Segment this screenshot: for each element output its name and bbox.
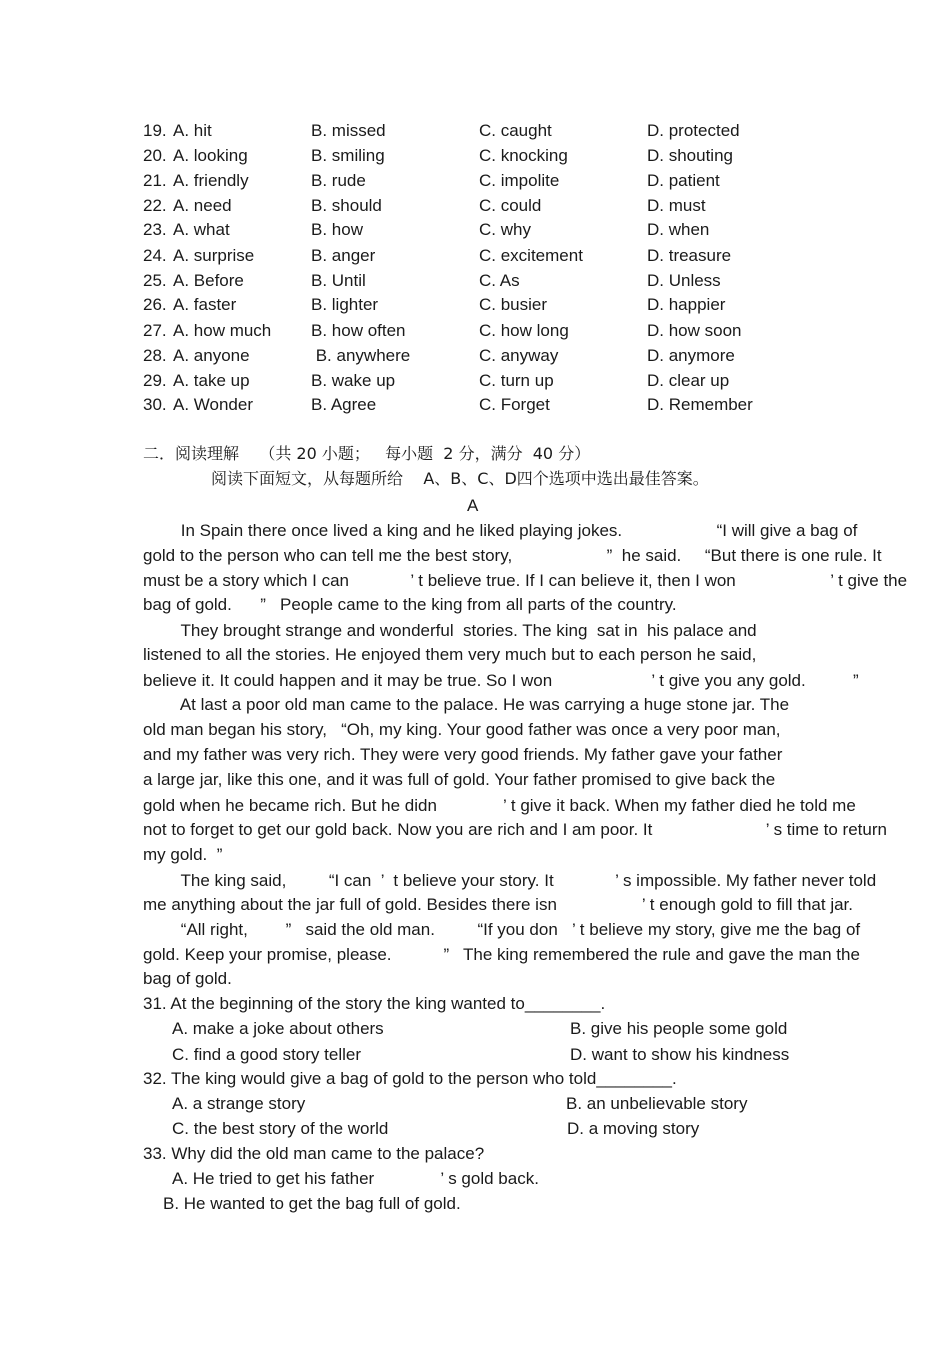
vocab-option-c: C. impolite <box>479 171 560 190</box>
passage-line: old man began his story, “Oh, my king. Your good father was once a very poor man, <box>143 720 781 739</box>
vocab-option-d: D. how soon <box>647 321 742 340</box>
vocab-option-a: A. friendly <box>173 171 249 190</box>
passage-line: They brought strange and wonderful stories. The king sat in his palace and <box>143 621 757 640</box>
vocab-num: 23. <box>143 220 167 239</box>
vocab-option-b: B. Until <box>311 271 366 290</box>
vocab-option-b: B. anger <box>311 246 376 265</box>
vocab-option-a: A. Wonder <box>173 395 254 414</box>
vocab-option-d: D. Remember <box>647 395 753 414</box>
passage-line: not to forget to get our gold back. Now you are rich and I am poor. It ’ s time to return <box>143 820 887 839</box>
vocab-option-b: B. anywhere <box>311 346 411 365</box>
vocab-option-a: A. Before <box>173 271 244 290</box>
vocab-num: 19. <box>143 121 167 140</box>
passage-line: gold. Keep your promise, please. ” The king remembered the rule and gave the man the <box>143 945 860 964</box>
passage-line: The king said, “I can ’ t believe your story. It ’ s impossible. My father never told <box>143 871 877 890</box>
vocab-option-a: A. what <box>173 220 230 239</box>
question-option: C. find a good story teller <box>172 1045 361 1064</box>
vocab-option-b: B. Agree <box>311 395 377 414</box>
passage-line: bag of gold. <box>143 969 232 988</box>
vocab-option-a: A. faster <box>173 295 237 314</box>
vocab-option-c: C. turn up <box>479 371 554 390</box>
vocab-option-c: C. excitement <box>479 246 583 265</box>
passage-line: me anything about the jar full of gold. Besides there isn ’ t enough gold to fill that jar. <box>143 895 853 914</box>
vocab-option-c: C. how long <box>479 321 569 340</box>
question-option: B. give his people some gold <box>570 1019 788 1038</box>
vocab-num: 25. <box>143 271 167 290</box>
vocab-num: 27. <box>143 321 167 340</box>
vocab-option-c: C. busier <box>479 295 548 314</box>
vocab-option-d: D. patient <box>647 171 720 190</box>
vocab-option-d: D. clear up <box>647 371 730 390</box>
vocab-option-b: B. missed <box>311 121 386 140</box>
vocab-num: 24. <box>143 246 167 265</box>
vocab-option-d: D. shouting <box>647 146 733 165</box>
vocab-option-b: B. smiling <box>311 146 385 165</box>
vocab-option-b: B. should <box>311 196 382 215</box>
passage-line: and my father was very rich. They were very good friends. My father gave your father <box>143 745 783 764</box>
vocab-option-b: B. wake up <box>311 371 396 390</box>
vocab-option-c: C. knocking <box>479 146 568 165</box>
vocab-option-a: A. surprise <box>173 246 255 265</box>
question-option: B. He wanted to get the bag full of gold. <box>163 1194 461 1213</box>
question-option: A. a strange story <box>172 1094 306 1113</box>
vocab-option-b: B. lighter <box>311 295 379 314</box>
passage-line: my gold. ” <box>143 845 223 864</box>
vocab-num: 26. <box>143 295 167 314</box>
section-instruction: 阅读下面短文，从每题所给 A、B、C、D四个选项中选出最佳答案。 <box>211 469 709 488</box>
vocab-num: 20. <box>143 146 167 165</box>
vocab-option-d: D. must <box>647 196 706 215</box>
vocab-option-a: A. how much <box>173 321 272 340</box>
question-option: D. want to show his kindness <box>570 1045 790 1064</box>
question-option: A. make a joke about others <box>172 1019 384 1038</box>
passage-line: gold when he became rich. But he didn ’ t give it back. When my father died he told me <box>143 796 856 815</box>
vocab-option-a: A. take up <box>173 371 250 390</box>
vocab-option-b: B. how often <box>311 321 406 340</box>
passage-line: a large jar, like this one, and it was full of gold. Your father promised to give back the <box>143 770 776 789</box>
vocab-option-d: D. Unless <box>647 271 721 290</box>
question-stem: 31. At the beginning of the story the king wanted to________. <box>143 994 606 1013</box>
passage-line: “All right, ” said the old man. “If you don ’ t believe my story, give me the bag of <box>143 920 861 939</box>
passage-line: At last a poor old man came to the palace. He was carrying a huge stone jar. The <box>143 695 790 714</box>
vocab-option-c: C. anyway <box>479 346 559 365</box>
passage-line: In Spain there once lived a king and he liked playing jokes. “I will give a bag of <box>143 521 858 540</box>
vocab-option-d: D. protected <box>647 121 740 140</box>
vocab-num: 28. <box>143 346 167 365</box>
vocab-option-a: A. need <box>173 196 232 215</box>
question-option: D. a moving story <box>567 1119 700 1138</box>
passage-line: gold to the person who can tell me the best story, ” he said. “But there is one rule. It <box>143 546 882 565</box>
question-stem: 33. Why did the old man came to the palace? <box>143 1144 485 1163</box>
vocab-num: 21. <box>143 171 167 190</box>
vocab-num: 22. <box>143 196 167 215</box>
question-option: A. He tried to get his father ’ s gold back. <box>172 1169 539 1188</box>
section-heading: 二．阅读理解 （共 20 小题； 每小题 2 分，满分 40 分） <box>143 444 591 463</box>
passage-line: listened to all the stories. He enjoyed them very much but to each person he said, <box>143 645 757 664</box>
vocab-option-c: C. Forget <box>479 395 550 414</box>
question-stem: 32. The king would give a bag of gold to the person who told________. <box>143 1069 677 1088</box>
vocab-option-c: C. caught <box>479 121 552 140</box>
vocab-option-a: A. looking <box>173 146 248 165</box>
vocab-option-d: D. anymore <box>647 346 735 365</box>
vocab-option-c: C. As <box>479 271 520 290</box>
vocab-option-a: A. hit <box>173 121 212 140</box>
vocab-num: 30. <box>143 395 167 414</box>
passage-label: A <box>467 496 479 515</box>
question-option: B. an unbelievable story <box>566 1094 748 1113</box>
passage-line: believe it. It could happen and it may be true. So I won ’ t give you any gold. ” <box>143 671 859 690</box>
vocab-option-d: D. happier <box>647 295 726 314</box>
passage-line: bag of gold. ” People came to the king from all parts of the country. <box>143 595 677 614</box>
vocab-option-c: C. could <box>479 196 542 215</box>
passage-line: must be a story which I can ’ t believe true. If I can believe it, then I won ’ t give the <box>143 571 908 590</box>
vocab-option-b: B. rude <box>311 171 366 190</box>
vocab-option-c: C. why <box>479 220 531 239</box>
vocab-option-a: A. anyone <box>173 346 250 365</box>
vocab-option-d: D. treasure <box>647 246 732 265</box>
question-option: C. the best story of the world <box>172 1119 389 1138</box>
vocab-option-b: B. how <box>311 220 363 239</box>
vocab-num: 29. <box>143 371 167 390</box>
vocab-option-d: D. when <box>647 220 710 239</box>
